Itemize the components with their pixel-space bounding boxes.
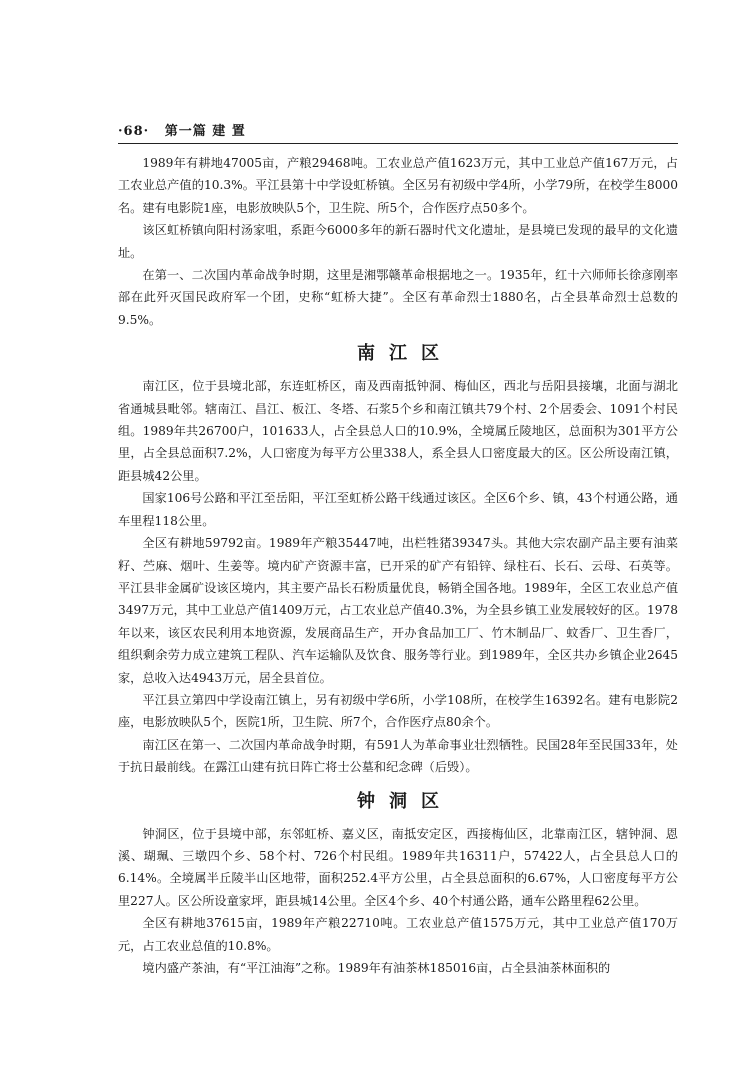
paragraph: 在第一、二次国内革命战争时期，这里是湘鄂赣革命根据地之一。1935年，红十六师师长徐彦刚率部在此歼灭国民政府军一个团，史称“虹桥大捷”。全区有革命烈士1880名，占全县革命烈士总数的9.5%。	[118, 268, 678, 327]
paragraph: 国家106号公路和平江至岳阳，平江至虹桥公路干线通过该区。全区6个乡、镇，43个村通公路，通车里程118公里。	[118, 491, 678, 528]
paragraph: 境内盛产茶油，有“平江油海”之称。1989年有油茶林185016亩，占全县油茶林面积的	[142, 961, 611, 975]
section-title-zhongdong: 钟洞区	[357, 790, 453, 812]
paragraph: 南江区在第一、二次国内革命战争时期，有591人为革命事业壮烈牺牲。民国28年至民国33年，处于抗日最前线。在露江山建有抗日阵亡将士公墓和纪念碑（后毁）。	[118, 737, 678, 775]
paragraph: 全区有耕地59792亩。1989年产粮35447吨，出栏牲猪39347头。其他大宗农副产品主要有油菜籽、苎麻、烟叶、生姜等。境内矿产资源丰富，已开采的矿产有铅锌、绿柱石、长石、云母、石英等。平江县非金属矿设该区境内，其主要产品长石粉质量优良，畅销全国各地。1989年，全区工农业总产值3497万元，其中工业总产值1409万元，占工农业总产值40.3%，为全县乡镇工业发展较好的区。1978年以来，该区农民利用本地资源，发展商品生产，开办食品加工厂、竹木制品厂、蚊香厂、卫生香厂，组织剩余劳力成立建筑工程队、汽车运输队及饮食、服务等行业。到1989年，全区共办乡镇企业2645家，总收入达4943万元，居全县首位。	[118, 536, 678, 685]
running-header	[118, 120, 678, 144]
paragraph: 1989年有耕地47005亩，产粮29468吨。工农业总产值1623万元，其中工业总产值167万元，占工农业总产值的10.3%。平江县第十中学设虹桥镇。全区另有初级中学4所，小学79所，在校学生8000名。建有电影院1座，电影放映队5个，卫生院、所5个，合作医疗点50多个。	[118, 156, 678, 215]
page-number: ·68·	[118, 124, 150, 139]
paragraph: 钟洞区，位于县境中部，东邻虹桥、嘉义区，南抵安定区，西接梅仙区，北靠南江区，辖钟洞、恩溪、瑚珮、三墩四个乡、58个村、726个村民组。1989年共16311户，57422人，占全县总人口的6.14%。全境属半丘陵半山区地带，面积252.4平方公里，占全县总面积的6.67%，人口密度每平方公里227人。区公所设童家坪，距县城14公里。全区4个乡、40个村通公路，通车公路里程62公里。	[118, 826, 678, 908]
part-title: 第一篇 建 置	[164, 124, 246, 139]
paragraph: 该区虹桥镇向阳村汤家咀，系距今6000多年的新石器时代文化遗址，是县境已发现的最早的文化遗址。	[118, 223, 678, 260]
section-title-nanjiang: 南江区	[357, 343, 453, 365]
paragraph: 南江区，位于县境北部，东连虹桥区，南及西南抵钟洞、梅仙区，西北与岳阳县接壤，北面与湖北省通城县毗邻。辖南江、昌江、板江、冬塔、石浆5个乡和南江镇共79个村、2个居委会、1091个村民组。1989年共26700户，101633人，占全县总人口的10.9%，全境属丘陵地区，总面积为301平方公里，占全县总面积7.2%，人口密度为每平方公里338人，系全县人口密度最大的区。区公所设南江镇，距县城42公里。	[118, 379, 678, 483]
paragraph: 平江县立第四中学设南江镇上，另有初级中学6所，小学108所，在校学生16392名。建有电影院2座，电影放映队5个，医院1所，卫生院、所7个，合作医疗点80余个。	[118, 692, 678, 730]
page-body	[118, 152, 678, 979]
paragraph: 全区有耕地37615亩，1989年产粮22710吨。工农业总产值1575万元，其中工业总产值170万元，占工农业总值的10.8%。	[118, 916, 678, 953]
